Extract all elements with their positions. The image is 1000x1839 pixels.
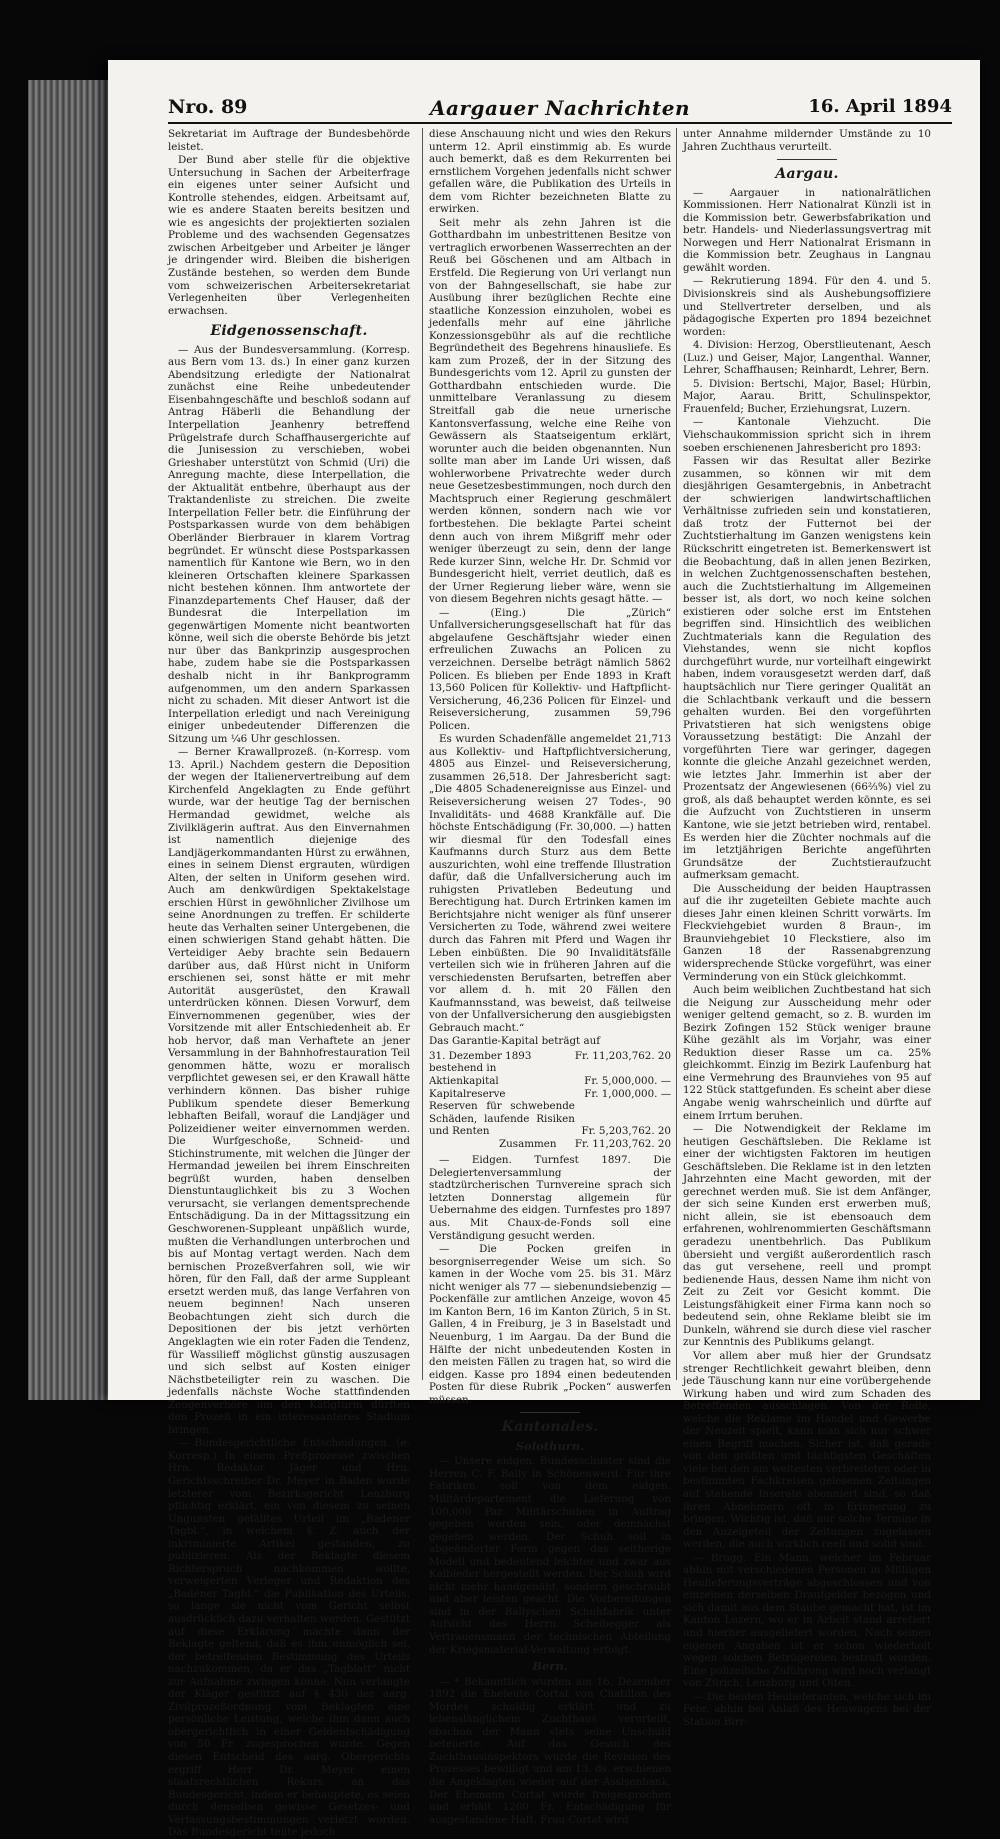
table-cell: Reserven für schwebende Schäden, laufende Risiken und Renten bbox=[429, 1100, 575, 1138]
article-viehzucht: — Kantonale Viehzucht. Die Viehschaukommission spricht sich in ihrem soeben erschienenen Jahresbericht pro 1893: bbox=[683, 416, 931, 454]
paragraph: Die Ausscheidung der beiden Hauptrassen auf die ihr zugeteilten Gebiete machte auch dieses Jahr einen kleinen Schritt vorwärts. Im Fleckviehgebiet wurden 8 Braun-, im Braunviehgebiet 10 Fleckstiere, also im Ganzen 18 der Rassenabgrenzung widersprechende Stücke vorgeführt, was einer Verminderung von ein Stück gleichkommt. bbox=[683, 882, 931, 983]
article-bundesversammlung: — Aus der Bundesversammlung. (Korresp. aus Bern vom 13. ds.) In einer ganz kurzen Abendsitzung erledigte der Nationalrat zunächst eine Reihe unbedeutender Eisenbahngeschäfte und beschloß sodann auf Antrag Häberli die Behandlung der Interpellation Jeanhenry betreffend Prügelstrafe durch Schaffhausergerichte auf die Junisession zu verschieben, wobei Grieshaber unterstützt von Schmid (Uri) die Anregung machte, diese Interpellation, die der Aktualität entbehre, überhaupt aus der Traktandenliste zu streichen. Die zweite Interpellation Feller betr. die Einführung der Postsparkassen wurde von dem behäbigen Oberländer Bierbrauer in klarem Vortrag begründet. Er wünscht diese Postsparkassen namentlich für Kantone wie Bern, wo in den kleineren Ortschaften kleinere Sparkassen nicht bestehen können. Ihm antwortete der Finanzdepartements Chef Hauser, daß der Bundesrat die Interpellation im gegenwärtigen Momente nicht beantworten könne, weil sich die oberste Behörde bis jetzt nur über das Bankprinzip ausgesprochen habe, zudem habe sie die Postsparkassen deshalb nicht in ihr Bankprogramm aufgenommen, um den andern Sparkassen nicht zu schaden. Mit dieser Antwort ist die Interpellation erledigt und nach Vereinigung einiger unbedeutender Differenzen die Sitzung um ¼6 Uhr geschlossen. bbox=[168, 343, 410, 745]
column-2 bbox=[422, 128, 671, 1826]
table-cell: Zusammen bbox=[499, 1137, 557, 1150]
divider bbox=[777, 159, 837, 160]
section-heading-aargau: Aargau. bbox=[775, 166, 839, 183]
article-solothurn: — Unsere eidgen. Bundesschuster sind die Herren C. F. Bally in Schönenwerd. Für ihre Fabriken soll von dem eidgen. Militärdepartement die Lieferung von 100,000 Par Militärschuhen in Auftrag gegeben worden sein, oder demnächst gegeben werden. Der Schuh soll in abgeänderter Form gegen das seitherige Modell und bedeutend leichter und zwar aus Kalbleder hergestellt werden. Der Schuh wird nicht mehr handgenäht, sondern geschraubt und aber leisten geacht. Die Vorbereitungen sind in der Ballyschen Schuhfabrik unter Aufsicht des Herrn Scheibegger als Vertrauensmann der technischen Abteilung der Kriegsmaterial-Verwaltung erfolgt. bbox=[429, 1455, 671, 1656]
subheading-solothurn: Solothurn. bbox=[515, 1438, 585, 1453]
article-reklame: — Die Notwendigkeit der Reklame im heutigen Geschäftsleben. Die Reklame ist einer der wichtigsten Faktoren im heutigen Geschäftsleben. Die Reklame ist in den letzten Jahrzehnten eine Macht geworden, mit der gerechnet werden muß. Sie ist dem Anfänger, der sich seine Kunden erst erwerben muß, nicht allein, sie ist ebensoauch dem erfahrenen, wohlrenommierten Geschäftsmann geradezu unentbehrlich. Das Publikum übersieht und vergißt außerordentlich rasch das gut versehene, reell und prompt bedienende Haus, dessen Name ihm nicht von Zeit zu Zeit vor Gesicht kommt. Die Leistungsfähigkeit einer Firma kann noch so bedeutend sein, ohne Reklame bleibt sie im Dunkeln, während sie durch diese viel rascher zur Kenntnis des Publikums gelangt. bbox=[683, 1123, 931, 1349]
column-1 bbox=[168, 128, 410, 1839]
article-bern: — * Bekanntlich wurden am 16. Dezember 1892 die Eheleute Cortat von Chatillon des Mordes schuldig erklärt und zu lebenslänglichem Zuchthaus verurteilt, obschon der Mann stets seine Unschuld beteuerte. Auf das Gesuch des Zuchthausinspektors wurde die Revision des Prozesses bewilligt und am 13. ds. erschienen die Angeklagten wieder auf der Assisenbank. Der Ehemann Cortat wurde freigesprochen und erhält 1200 Fr. Entschädigung für ausgestandene Haft. Frau Cortat wird bbox=[429, 1675, 671, 1826]
paragraph: Fassen wir das Resultat aller Bezirke zusammen, so können wir mit dem diesjährigen Gesamtergebnis, in Anbetracht der schwierigen landwirtschaftlichen Verhältnisse zufrieden sein und konstatieren, daß trotz der Futternot bei der Zuchtstierhaltung im Ganzen wenigstens kein Rückschritt eingetreten ist. Bemerkenswert ist die Beobachtung, daß in allen jenen Bezirken, in welchen Zuchtgenossenschaften bestehen, auch die Zuchtstierhaltung im Allgemeinen besser ist, als dort, wo noch keine solchen existieren oder solche erst im Entstehen begriffen sind. Hinsichtlich des weiblichen Zuchtmaterials kann die Regulation des Viehstandes, wenn sie nicht kopflos durchgeführt wurde, nur vorteilhaft eingewirkt haben, indem vorausgesetzt werden darf, daß hauptsächlich nur Tiere geringer Qualität an die Schlachtbank verkauft und die bessern gehalten wurden. Bei den vorgeführten Privatstieren hat sich wenigstens obige Voraussetzung bestätigt: Die Anzahl der vorgeführten Tiere war geringer, dagegen konnte die gleiche Anzahl gezeichnet werden, wie letztes Jahr. Immerhin ist aber der Prozentsatz der Angewiesenen (66⅔%) viel zu groß, als daß behauptet werden könnte, es sei die Aufzucht von Zuchtstieren in unserm Kantone, wie sie jetzt betrieben wird, rentabel. Es werden hier die Züchter nochmals auf die im letztjährigen Berichte angeführten Grundsätze der Zuchtstieraufzucht aufmerksam gemacht. bbox=[683, 455, 931, 882]
newspaper-page bbox=[108, 60, 980, 1839]
paragraph: Das Garantie-Kapital beträgt auf bbox=[429, 1035, 601, 1048]
article-brugg: — Brugg. Ein Mann, welcher im Februar abhin mit verschiedenen Personen in Mülligen Heulieferungsverträge abgeschlossen und von einzelnen derselben Draufgelder bezogen und sich damit aus dem Staube gemacht hat, ist im Kanton Luzern, wo er in Arbeit stand arretiert und hierher ausgeliefert worden. Nach seinen eigenen Angaben ist er schon wiederholt wegen solchen Betrügereien bestraft worden. Eine polizeiliche Zuführung wird noch verlangt von Zürich, Lenzburg und Olten. bbox=[683, 1551, 931, 1690]
article-pocken: — Die Pocken greifen in besorgniserregender Weise um sich. So kamen in der Woche vom 25. bis 31. März nicht weniger als 77 — siebenundsiebenzig — Pockenfälle zur amtlichen Anzeige, wovon 45 im Kanton Bern, 16 im Kanton Zürich, 5 in St. Gallen, 4 in Freiburg, je 3 in Baselstadt und Neuenburg, 1 im Aargau. Da der Bund die Hälfte der nicht unbedeutenden Kosten in den meisten Fällen zu tragen hat, so wird die eidgen. Kasse pro 1894 einen bedeutenden Posten für diese Rubrik „Pocken“ auswerfen müssen. bbox=[429, 1243, 671, 1406]
table-cell: Fr. 5,203,762. 20 bbox=[581, 1125, 671, 1138]
article-gotthardbahn: Seit mehr als zehn Jahren ist die Gotthardbahn im unbestrittenen Besitze von vertraglich erworbenen Wasserrechten an der Reuß bei Göschenen und am Altbach in Erstfeld. Die Regierung von Uri verlangt nun von der Bahngesellschaft, sie habe zur Ausübung ihrer bezüglichen Rechte eine staatliche Konzession einzuholen, wobei es jedenfalls mehr auf eine jährliche Konzessionsgebühr als auf die rechtliche Begründetheit des Begehrens hinausliefe. Es kam zum Prozeß, der in der Sitzung des Bundesgerichts vom 12. April zu gunsten der Gotthardbahn entschieden wurde. Die unmittelbare Veranlassung zu diesem Streitfall gab die neue urnerische Kantonsverfassung, welche eine Reihe von Gewässern als Staatseigentum erklärt, worunter auch die beiden obgenannten. Nun sollte man aber im Lande Uri wissen, daß wohlerworbene Privatrechte weder durch neue Gesetzesbestimmungen, noch durch den Machtspruch einer Regierung geschmälert werden können, sondern nach wie vor fortbestehen. Die beklagte Partei scheint denn auch von ihrem Mißgriff mehr oder weniger überzeugt zu sein, denn der lange Rede kurzer Sinn, welche Hr. Dr. Schmid vor Bundesgericht hielt, verriet deutlich, daß es der Urner Regierung lieber wäre, wenn sie von diesem Begehren nichts gesagt hätte. — bbox=[429, 216, 671, 606]
paragraph: 4. Division: Herzog, Oberstlieutenant, Aesch (Luz.) und Geiser, Major, Langenthal. Wanner, Lehrer, Schaffhausen; Reinhardt, Lehrer, Bern. bbox=[683, 339, 931, 377]
table-cell: Fr. 1,000,000. — bbox=[584, 1087, 671, 1100]
article-kommissionen: — Aargauer in nationalrätlichen Kommissionen. Herr Nationalrat Künzli ist in die Kommission betr. Gewerbsfabrikation und betr. Handels- und Niederlassungsvertrag mit Norwegen und Herr Nationalrat Erismann in die Kommission betr. Zeughaus in Langnau gewählt worden. bbox=[683, 186, 931, 274]
subheading-bern: Bern. bbox=[532, 1659, 568, 1674]
paragraph: Der Bund aber stelle für die objektive Untersuchung in Sachen der Arbeiterfrage ein eigenes unter seiner Aufsicht und Kontrolle stehendes, eidgen. Arbeitsamt auf, wie es andere Staaten bereits besitzen und wie es angesichts der projektierten sozialen Probleme und des wachsenden Gegensatzes zwischen Arbeitgeber und Arbeiter je länger je dringender wird. Bleiben die bisherigen Zustände bestehen, so werden dem Bunde vom schweizerischen Arbeitersekretariat Verlegenheiten über Verlegenheiten erwachsen. bbox=[168, 154, 410, 317]
paragraph: 5. Division: Bertschi, Major, Basel; Hürbin, Major, Aarau. Britt, Schulinspektor, Frauenfeld; Bucher, Erziehungsrat, Luzern. bbox=[683, 377, 931, 415]
newspaper-title: Aargauer Nachrichten bbox=[429, 96, 691, 120]
paragraph: unter Annahme mildernder Umstände zu 10 Jahren Zuchthaus verurteilt. bbox=[683, 128, 931, 153]
table-cell: Aktienkapital bbox=[429, 1075, 499, 1088]
article-heulieferanten: — Die beiden Heulieferanten, welche sich im Febr. abhin bei Anlaß des Heuwagens bei der Station Birr- bbox=[683, 1690, 931, 1728]
table-row bbox=[429, 1075, 671, 1088]
section-heading-kantonales: Kantonales. bbox=[501, 1419, 599, 1436]
table-cell: Fr. 11,203,762. 20 bbox=[574, 1049, 671, 1062]
text-columns bbox=[168, 128, 952, 1839]
table-cell: Fr. 5,000,000. — bbox=[584, 1075, 671, 1088]
paragraph: diese Anschauung nicht und wies den Rekurs unterm 12. April einstimmig ab. Es wurde auch bemerkt, daß es dem Rekurrenten bei ernstlichem Vorgehen jedenfalls nicht schwer gefallen wäre, die Publikation des Urteils in dem vom Richter bezeichneten Blatte zu erwirken. bbox=[429, 128, 671, 216]
divider bbox=[520, 1412, 580, 1413]
table-row bbox=[429, 1088, 671, 1101]
table-row bbox=[429, 1138, 671, 1151]
page-header bbox=[168, 96, 952, 124]
book-page-edges bbox=[28, 80, 118, 1400]
article-turnfest: — Eidgen. Turnfest 1897. Die Delegiertenversammlung der stadtzürcherischen Turnvereine sprach sich letzten Donnerstag allgemein für Uebernahme des eidgen. Turnfestes pro 1897 aus. Mit Chaux-de-Fonds soll eine Verständigung gesucht werden. bbox=[429, 1154, 671, 1242]
section-heading-eidgenossenschaft: Eidgenossenschaft. bbox=[210, 323, 368, 340]
table-row bbox=[429, 1062, 671, 1075]
table-cell: Kapitalreserve bbox=[429, 1087, 506, 1100]
table-cell: bestehend in bbox=[429, 1062, 497, 1075]
finance-table bbox=[429, 1050, 671, 1150]
paragraph: Auch beim weiblichen Zuchtbestand hat sich die Neigung zur Ausscheidung mehr oder weniger geltend gemacht, so z. B. wurden im Bezirk Zofingen 152 Stück weniger braune Kühe gezählt als im Vorjahr, was einer Reduktion dieser Rasse um ca. 25% gleichkommt. Einzig im Bezirk Laufenburg hat eine Vermehrung des Braunviehes von 95 auf 122 Stück stattgefunden. Es scheint aber diese Angabe wenig wahrscheinlich und dürfte auf einem Irrtum beruhen. bbox=[683, 984, 931, 1122]
paragraph: Sekretariat im Auftrage der Bundesbehörde leistet. bbox=[168, 128, 410, 153]
paragraph: Vor allem aber muß hier der Grundsatz strenger Rechtlichkeit gewahrt bleiben, denn jede Täuschung kann nur eine vorübergehende Wirkung haben und wird zum Schaden des Betreffenden ausschlagen. Von der Rolle, welche die Reklame im Handel und Gewerbe der Neuzeit spielt, kann man sich nur schwer einen Begriff machen. Sicher ist, daß gerade von den größten und tüchtigsten Geschäften viele bei den am weitesten verbreiteten oder in bestimmten Fachkreisen gelesenen Zeitungen auf stehende Inserate abonniert sind, so daß ihren Abnehmern oft in Erinnerung zu bringen. Wichtig ist, daß nur solche Termine in den Anzeigeteil der Zeitungen zugelassen werden, die auch wirklich reell und solid sind. bbox=[683, 1349, 931, 1551]
table-cell: Fr. 11,203,762. 20 bbox=[574, 1137, 671, 1150]
article-krawallprozess: — Berner Krawallprozeß. (n-Korresp. vom 13. April.) Nachdem gestern die Deposition der wegen der Italienervertreibung auf dem Kirchenfeld Angeklagten zu Ende geführt wurde, war der heutige Tag der bernischen Hermandad gewidmet, welche als Zivilklägerin auftrat. Aus den Einvernahmen ist namentlich diejenige des Landjägerkommandanten Hürst zu erwähnen, eines in seinem Dienst ergrauten, würdigen Alten, der selten in Uniform gesehen wird. Auch am denkwürdigen Spektakelstage erschien Hürst in gewöhnlicher Zivilhose um seine Anordnungen zu treffen. Er schilderte heute das Verhalten seiner Untergebenen, die einen schwierigen Stand gehabt hätten. Die Verteidiger Aeby brachte sein Bedauern darüber aus, daß Hürst nicht in Uniform erschienen sei, sonst hätte er mit mehr Autorität ausgerüstet, den Krawall unterdrücken können. Diesen Vorwurf, dem Einvernommenen gegenüber, wies der Vorsitzende mit aller Entschiedenheit ab. Er hob hervor, daß man Verhaftete an jener Versammlung in der Bahnhofrestauration Teil genommen hätte, wozu er moralisch verpflichtet gewesen sei, er den Krawall hätte verhindern können. Das bisher ruhige Publikum spendete dieser Bemerkung lebhaften Beifall, worauf die Landjäger und Polizeidiener weiter einvernommen werden. Die Wurfgeschoße, Schneid- und Stichinstrumente, mit welchen die Jünger der Hermandad jeweilen bei ihrem Einschreiten begrüßt wurden, haben denselben Dienstuntauglichkeit bis zu 3 Wochen verursacht, sie verlangen dementsprechende Entschädigung. Da in der Mittagssitzung ein Geschworenen-Suppleant unpäßlich wurde, mußten die Verhandlungen unterbrochen und bis auf Montag vertagt werden. Nach dem bernischen Prozeßverfahren soll, wie wir hören, für den Fall, daß der arme Suppleant ersetzt werden muß, das lange Verfahren von neuem beginnen! Nach unseren Beobachtungen zieht sich durch die Depositionen der bis jetzt verhörten Angeklagten wie ein roter Faden die Tendenz, für Wassilieff möglichst günstig auszusagen und sich selbst auf Kosten einiger Nächstbeteiligter rein zu waschen. Die jedenfalls nächste Woche stattfindenden Zeugenverhöre um den Kätigturm dürften den Prozeß in ein interessanteres Stadium bringen. bbox=[168, 746, 410, 1436]
article-zurich-versicherung: — (Eing.) Die „Zürich“ Unfallversicherungsgesellschaft hat für das abgelaufene Geschäftsjahr wieder einen erfreulichen Zuwachs an Policen zu verzeichnen. Derselbe beträgt nämlich 5862 Policen. Es blieben per Ende 1893 in Kraft 13,560 Policen für Kollektiv- und Haftpflicht-Versicherung, 46,236 Policen für Einzel- und Reiseversicherung, zusammen 59,796 Policen. bbox=[429, 606, 671, 732]
issue-date: 16. April 1894 bbox=[808, 96, 952, 117]
table-row bbox=[429, 1100, 671, 1138]
article-rekrutierung: — Rekrutierung 1894. Für den 4. und 5. Divisionskreis sind als Aushebungsoffiziere und Stellvertreter derselben, und als pädagogische Experten pro 1894 bezeichnet worden: bbox=[683, 275, 931, 338]
article-bundesgericht: — Bundesgerichtliche Entscheidungen. (e-Korresp.) In einem Preßprozesse zwischen Hrn. Redaktor Jäger und Hrn. Gerichtsschreiber Dr. Meyer in Baden wurde letzterer vom Bezirksgericht Lenzburg pflichtig erklärt, ein von diesem zu seinen Ungunsten gefälltes Urteil im „Badener Tagbl.“, in welchem §. Z. auch der inkriminierte Artikel gestanden, zu publizieren. Als der Beklagte diesem Richterspruch nachkommen wollte, verweigerten Verleger und Redaktion des „Badener Tagbl.“ die Publikation des Urteils, so lange sie nicht vom Gericht selbst ausdrücklich dazu verhalten werden. Gestützt auf diese Erklärung machte dann der Beklagte geltend, daß es ihm unmöglich sei, der betreffenden Bestimmung des Urteils nachzukommen, da er das „Tagblatt“ nicht zur Aufnahme zwingen könne. Nun verlangte der Kläger gestützt auf § 430 der aarg. Zivilprozeßordnung vom Beklagten eine persönliche Leistung, welche ihm dann auch obergerichtlich in einer Geldentschädigung von 50 Fr. zugesprochen wurde. Gegen diesen Entscheid des aarg. Obergerichts ergriff Herr Dr. Meyer einen staatsrechtlichen Rekurs an das Bundesgericht, indem er behauptete, es seien durch denselben gewisse Gesetzes- und Verfassungsbestimmungen verletzt worden. Das Bundesgericht teilte jedoch bbox=[168, 1437, 410, 1839]
paragraph: Es wurden Schadenfälle angemeldet 21,713 aus Kollektiv- und Haftpflichtversicherung, 4805 aus Einzel- und Reiseversicherung, zusammen 26,518. Der Jahresbericht sagt: „Die 4805 Schadenereignisse aus Einzel- und Reiseversicherung weisen 27 Todes-, 90 Invaliditäts- und 4688 Krankfälle auf. Die höchste Entschädigung (Fr. 30,000. —) hatten wir diesmal für den Todesfall eines Kaufmanns durch Sturz aus dem Bette auszurichten, wohl eine treffende Illustration dafür, daß die Unfallversicherung auch im ruhigsten Privatleben Bedeutung und Berechtigung hat. Durch Ertrinken kamen im Berichtsjahre nicht weniger als fünf unserer Versicherten zu Tode, während zwei weitere durch das Fahren mit Pferd und Wagen ihr Leben einbüßten. Die 90 Invaliditätsfälle verteilen sich wie in früheren Jahren auf die verschiedensten Berufsarten, betreffen aber vor allem d. h. mit 20 Fällen den Kaufmannsstand, was beweist, daß teilweise von der Unfallversicherung den ausgiebigsten Gebrauch macht.“ bbox=[429, 733, 671, 1034]
table-row bbox=[429, 1050, 671, 1063]
table-cell: 31. Dezember 1893 bbox=[429, 1049, 532, 1062]
column-3 bbox=[676, 128, 931, 1728]
issue-number: Nro. 89 bbox=[168, 96, 248, 118]
